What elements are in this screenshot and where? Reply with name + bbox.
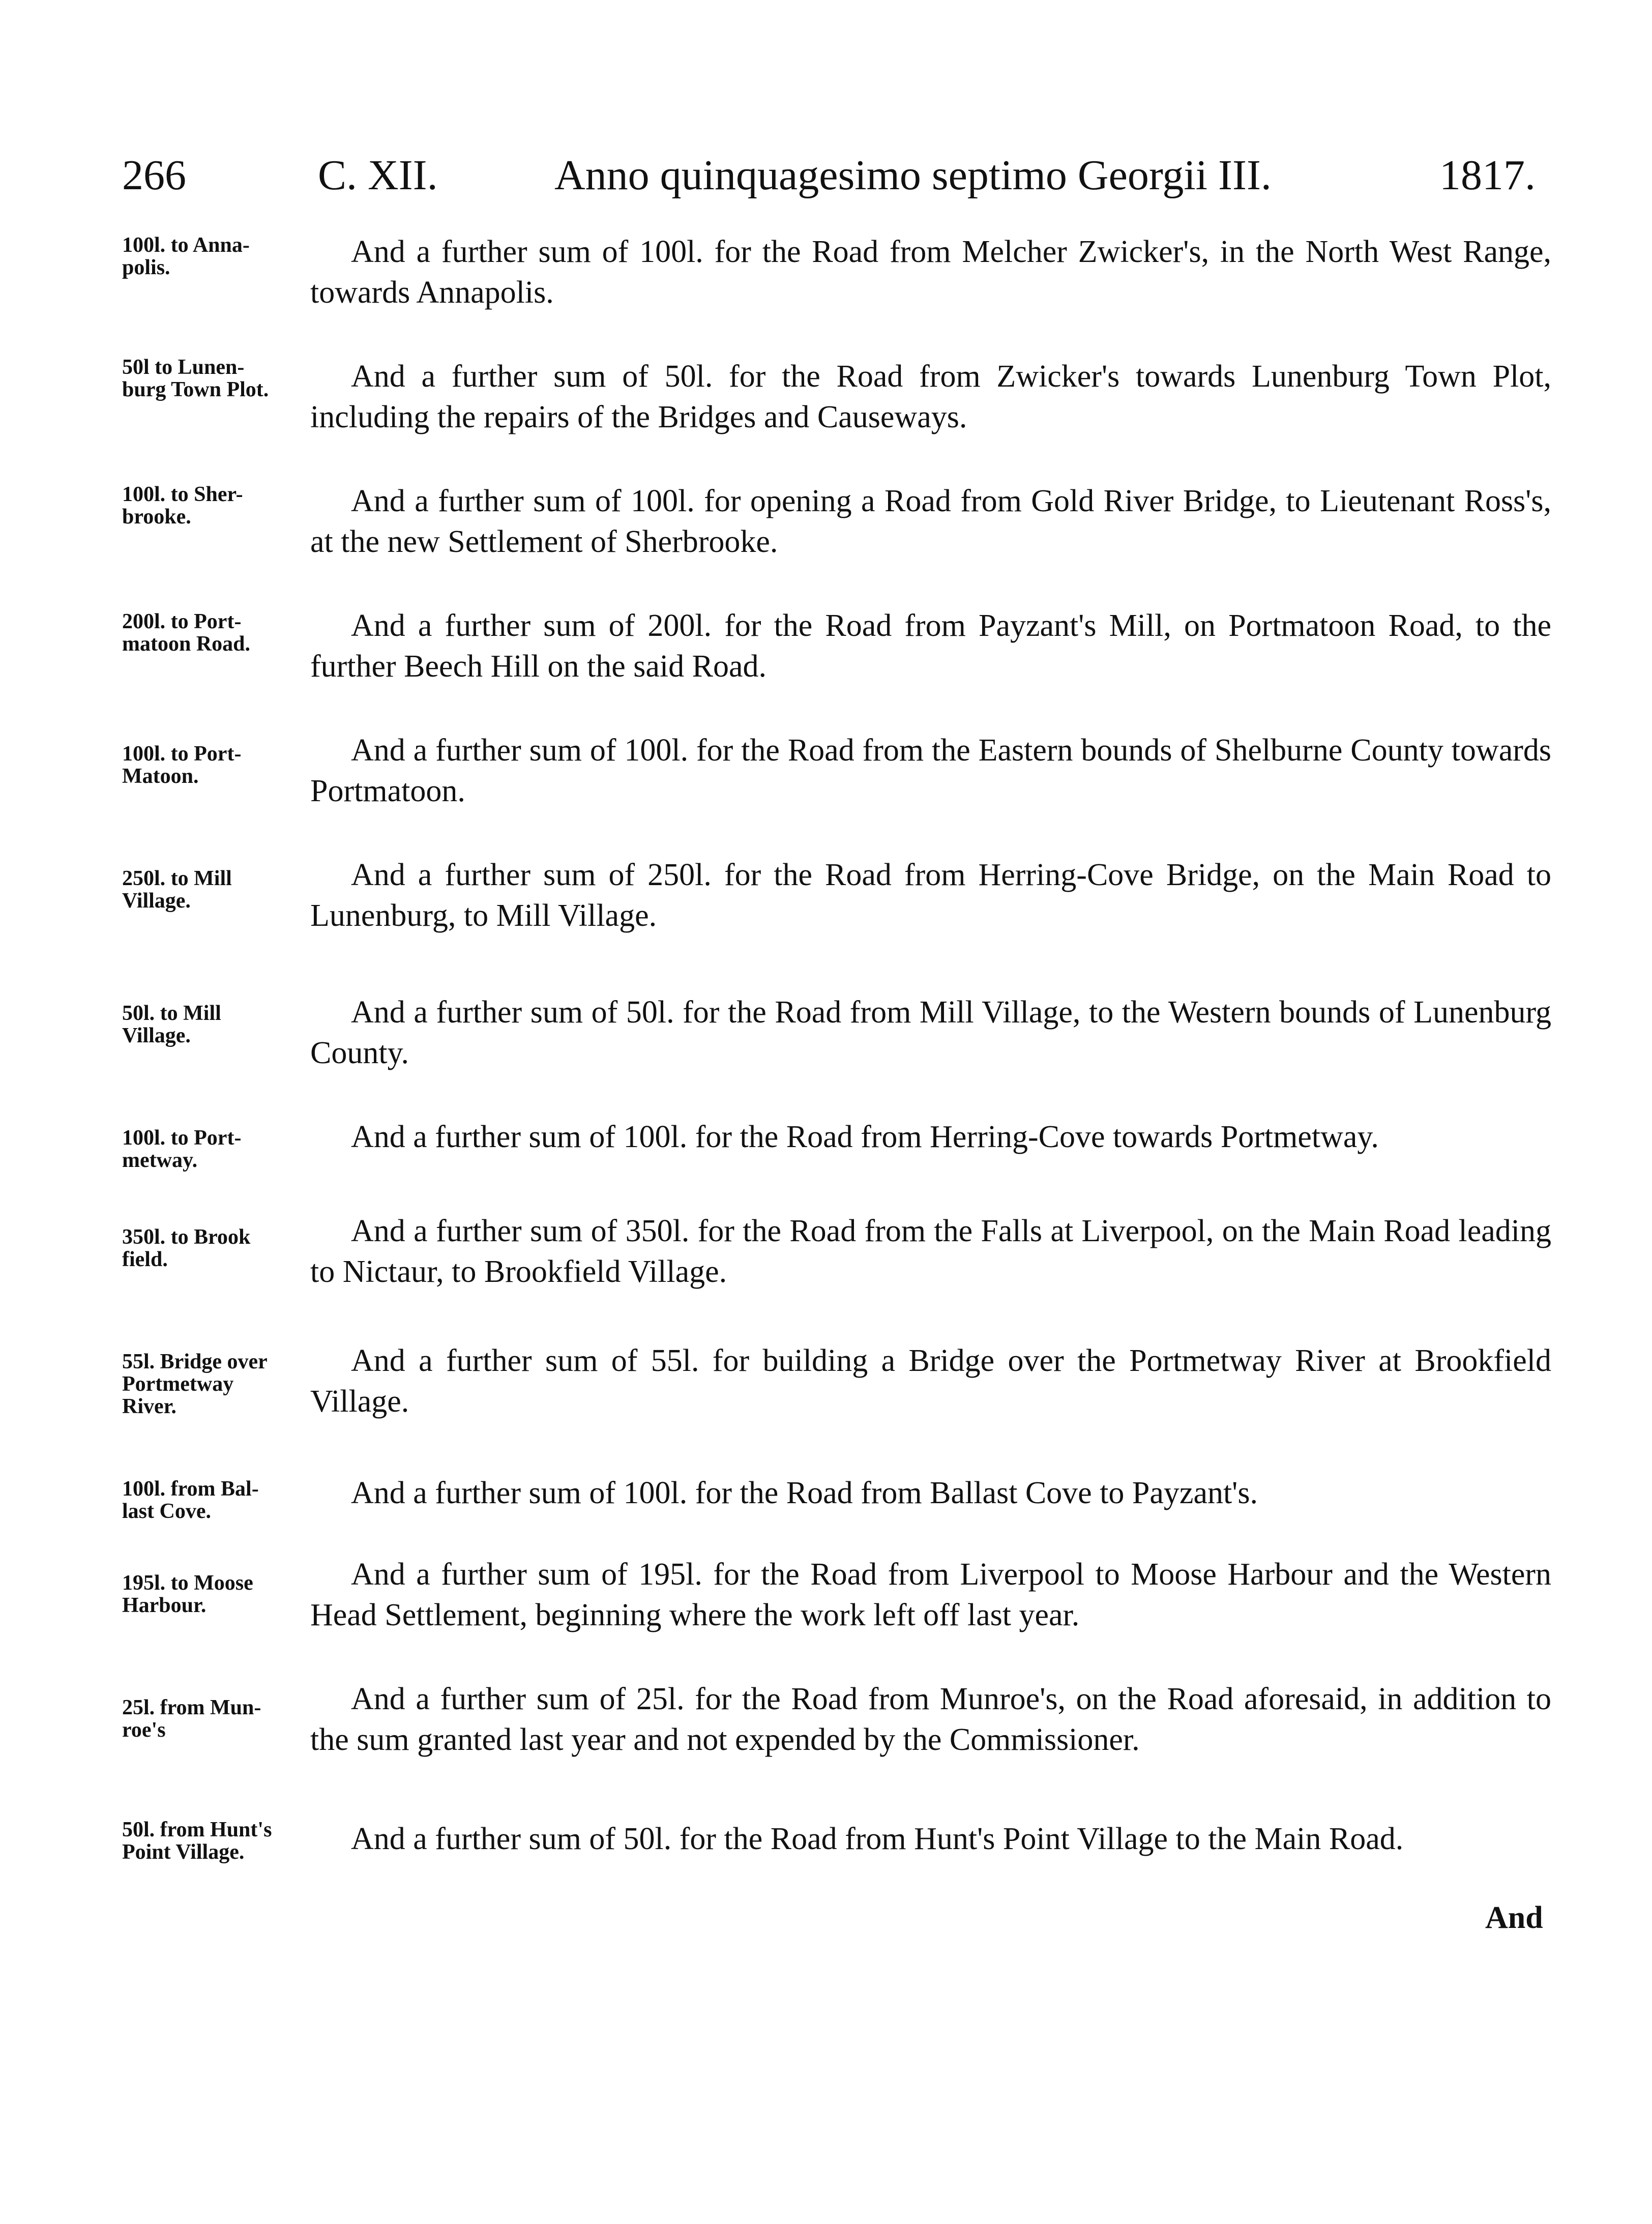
margin-note: 100l. to Sher- brooke.: [122, 483, 243, 529]
margin-note: 25l. from Mun- roe's: [122, 1696, 261, 1742]
entry-text: And a further sum of 100l. for the Road from the Eastern bounds of Shelburne County towards Portmatoon.: [310, 733, 1551, 808]
entry-text: And a further sum of 195l. for the Road from Liverpool to Moose Harbour and the Western Head Settlement, beginning where the work left off last year.: [310, 1557, 1551, 1632]
running-header: [0, 148, 1652, 209]
entry-text: And a further sum of 100l. for the Road from Melcher Zwicker's, in the North West Range, towards Annapolis.: [310, 235, 1551, 310]
entry-text: And a further sum of 50l. for the Road from Hunt's Point Village to the Main Road.: [351, 1822, 1404, 1856]
margin-note: 100l. to Port- metway.: [122, 1126, 242, 1172]
entry-text: And a further sum of 50l. for the Road from Zwicker's towards Lunenburg Town Plot, including the repairs of the Bridges and Causeways.: [310, 359, 1551, 434]
margin-note: 50l. to Mill Village.: [122, 1002, 221, 1047]
margin-note: 195l. to Moose Harbour.: [122, 1571, 253, 1617]
margin-note: 350l. to Brook field.: [122, 1225, 251, 1271]
margin-note: 100l. to Anna- polis.: [122, 233, 250, 279]
entry-text: And a further sum of 350l. for the Road from the Falls at Liverpool, on the Main Road leading to Nictaur, to Brookfield Village.: [310, 1214, 1551, 1289]
margin-note: 100l. to Port- Matoon.: [122, 742, 242, 788]
chapter-number: C. XII.: [318, 152, 438, 199]
margin-note: 55l. Bridge over Portmetway River.: [122, 1350, 268, 1418]
margin-note: 50l. from Hunt's Point Village.: [122, 1818, 272, 1864]
entry-text: And a further sum of 25l. for the Road from Munroe's, on the Road aforesaid, in addition to the sum granted last year and not expended by the Commissioner.: [310, 1682, 1551, 1757]
entry-text: And a further sum of 200l. for the Road from Payzant's Mill, on Portmatoon Road, to the further Beech Hill on the said Road.: [310, 608, 1551, 684]
entry-text: And a further sum of 50l. for the Road from Mill Village, to the Western bounds of Lunenburg County.: [310, 995, 1551, 1070]
entry-text: And a further sum of 100l. for the Road from Ballast Cove to Payzant's.: [351, 1476, 1258, 1510]
year: 1817.: [1439, 152, 1536, 199]
catchword: And: [1485, 1900, 1543, 1935]
running-title: Anno quinquagesimo septimo Georgii III.: [554, 152, 1272, 199]
margin-note: 50l to Lunen- burg Town Plot.: [122, 356, 269, 401]
margin-note: 100l. from Bal- last Cove.: [122, 1477, 259, 1523]
entry-text: And a further sum of 55l. for building a Bridge over the Portmetway River at Brookfield Village.: [310, 1343, 1551, 1419]
margin-note: 200l. to Port- matoon Road.: [122, 610, 251, 656]
page-number: 266: [122, 152, 186, 199]
margin-note: 250l. to Mill Village.: [122, 867, 232, 913]
entry-text: And a further sum of 250l. for the Road from Herring-Cove Bridge, on the Main Road to Lunenburg, to Mill Village.: [310, 858, 1551, 933]
entry-text: And a further sum of 100l. for the Road from Herring-Cove towards Portmetway.: [351, 1120, 1379, 1154]
entry-text: And a further sum of 100l. for opening a Road from Gold River Bridge, to Lieutenant Ross's, at the new Settlement of Sherbrooke.: [310, 484, 1551, 559]
